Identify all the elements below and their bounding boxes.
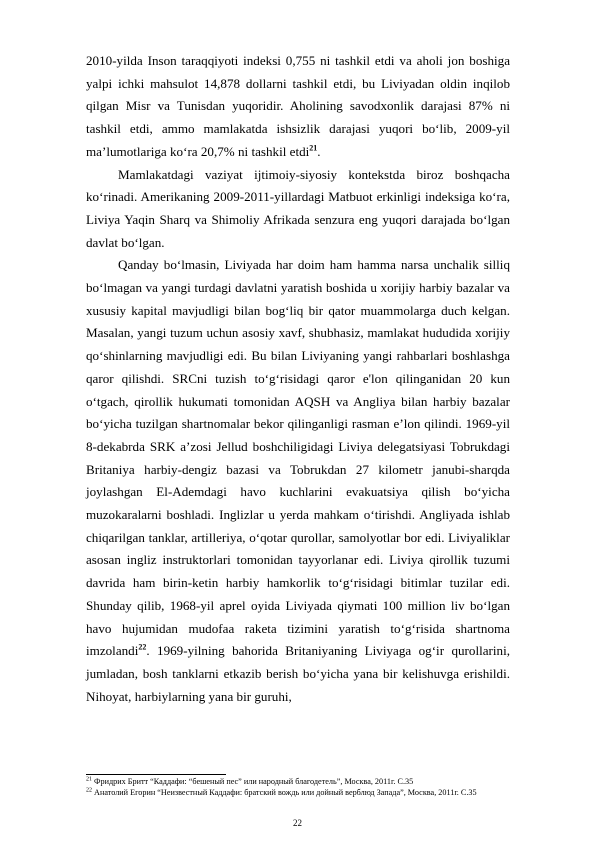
footnote-divider	[86, 774, 226, 775]
paragraph-press-freedom	[86, 164, 510, 255]
footnote-number: 22	[86, 787, 92, 794]
paragraph-text: Mamlakatdagi vaziyat ijtimoiy-siyosiy kontekstda biroz boshqacha ko‘rinadi. Amerikaning 2009-2011-yillardagi Matbuot erkinligi indeksiga ko‘ra, Liviya Yaqin Sharq va Shimoliy Afrikada senzura eng yuqori darajada bo‘lgan davlat bo‘lgan.	[86, 166, 510, 250]
footnote-22	[86, 787, 510, 798]
document-body	[86, 50, 510, 708]
paragraph-text-continued: . 1969-yilning bahorida Britaniyaning Liviyaga og‘ir qurollarini, jumladan, bosh tanklarni etkazib berish bo‘yicha yana bir kelishuvga erishildi. Nihoyat, harbiylarning yana bir guruhi,	[86, 643, 510, 704]
paragraph-hdi: 2010-yilda Inson taraqqiyoti indeksi 0,755 ni tashkil etdi va aholi jon boshiga yalpi ichki mahsulot 14,878 dollarni tashkil etdi, bu Liviyadan oldin inqilob qilgan Misr va Tunisdan yuqoridir. Aholining savodxonlik darajasi 87% ni tashkil etdi, ammo mamlakatda ishsizlik darajasi yuqori bo‘lib, 2009-yil ma’lumotlariga ko‘ra 20,7% ni tashkil etdi$^{21}$.	[86, 53, 510, 159]
footnote-text: Анатолий Егорин “Неизвестный Каддафи: братский вождь или дойный верблюд Запада”, Москва, 2011г. С.35	[94, 788, 477, 797]
footnote-ref[interactable]: 21	[309, 143, 318, 153]
footnotes	[86, 774, 510, 798]
footnote-text: Фридрих Бритт “Каддафи: “бешеный пес” или народный благодетель”, Москва, 2011г. С.35	[94, 777, 414, 786]
page-number: 22	[293, 818, 302, 828]
footnote-ref[interactable]: 22	[138, 642, 147, 652]
paragraph-text: Qanday bo‘lmasin, Liviyada har doim ham hamma narsa unchalik silliq bo‘lmagan va yangi turdagi davlatni yaratish boshida u xorijiy harbiy bazalar va xususiy kapital mavjudligi bilan bog‘liq bir qator muammolarga duch kelgan. Masalan, yangi tuzum uchun asosiy xavf, shubhasiz, mamlakat hududida xorijiy qo‘shinlarning mavjudligi edi. Bu bilan Liviyaning yangi rahbarlari boshlashga qaror qilishdi. SRCni tuzish to‘g‘risidagi qaror e'lon qilinganidan 20 kun o‘tgach, qirollik hukumati tomonidan AQSH va Angliya bilan harbiy bazalar bo‘yicha tuzilgan shartnomalar bekor qilinganligi rasman e’lon qilindi. 1969-yil 8-dekabrda SRK a’zosi Jellud boshchiligidagi Liviya delegatsiyasi Tobrukdagi Britaniya harbiy-dengiz bazasi va Tobrukdan 27 kilometr janubi-sharqda joylashgan El-Ademdagi havo kuchlarini evakuatsiya qilish bo‘yicha muzokaralarni boshladi. Inglizlar u yerda mahkam o‘tirishdi. Angliyada ishlab chiqarilgan tanklar, artilleriya, o‘qotar qurollar, samolyotlar bor edi. Liviyaliklar asosan ingliz instruktorlari tomonidan tayyorlanar edi. Liviya qirollik tuzumi davrida ham birin-ketin harbiy hamkorlik to‘g‘risidagi bitimlar tuzilar edi. Shunday qilib, 1968-yil aprel oyida Liviyada qiymati 100 million liv bo‘lgan havo hujumidan mudofaa raketa tizimini yaratish to‘g‘risida shartnoma imzolandi	[86, 257, 510, 659]
paragraph-military-bases	[86, 254, 510, 708]
paragraph-text: 2010-yilda Inson taraqqiyoti indeksi 0,755 ni tashkil etdi va aholi jon boshiga yalpi ichki mahsulot 14,878 dollarni tashkil etdi, bu Liviyadan oldin inqilob qilgan Misr va Tunisdan yuqoridir. Aholining savodxonlik darajasi 87% ni tashkil etdi, ammo mamlakatda ishsizlik darajasi yuqori bo‘lib, 2009-yil ma’lumotlariga ko‘ra 20,7% ni tashkil etdi	[86, 53, 510, 159]
footnote-number: 21	[86, 776, 92, 783]
footnote-21	[86, 776, 510, 787]
